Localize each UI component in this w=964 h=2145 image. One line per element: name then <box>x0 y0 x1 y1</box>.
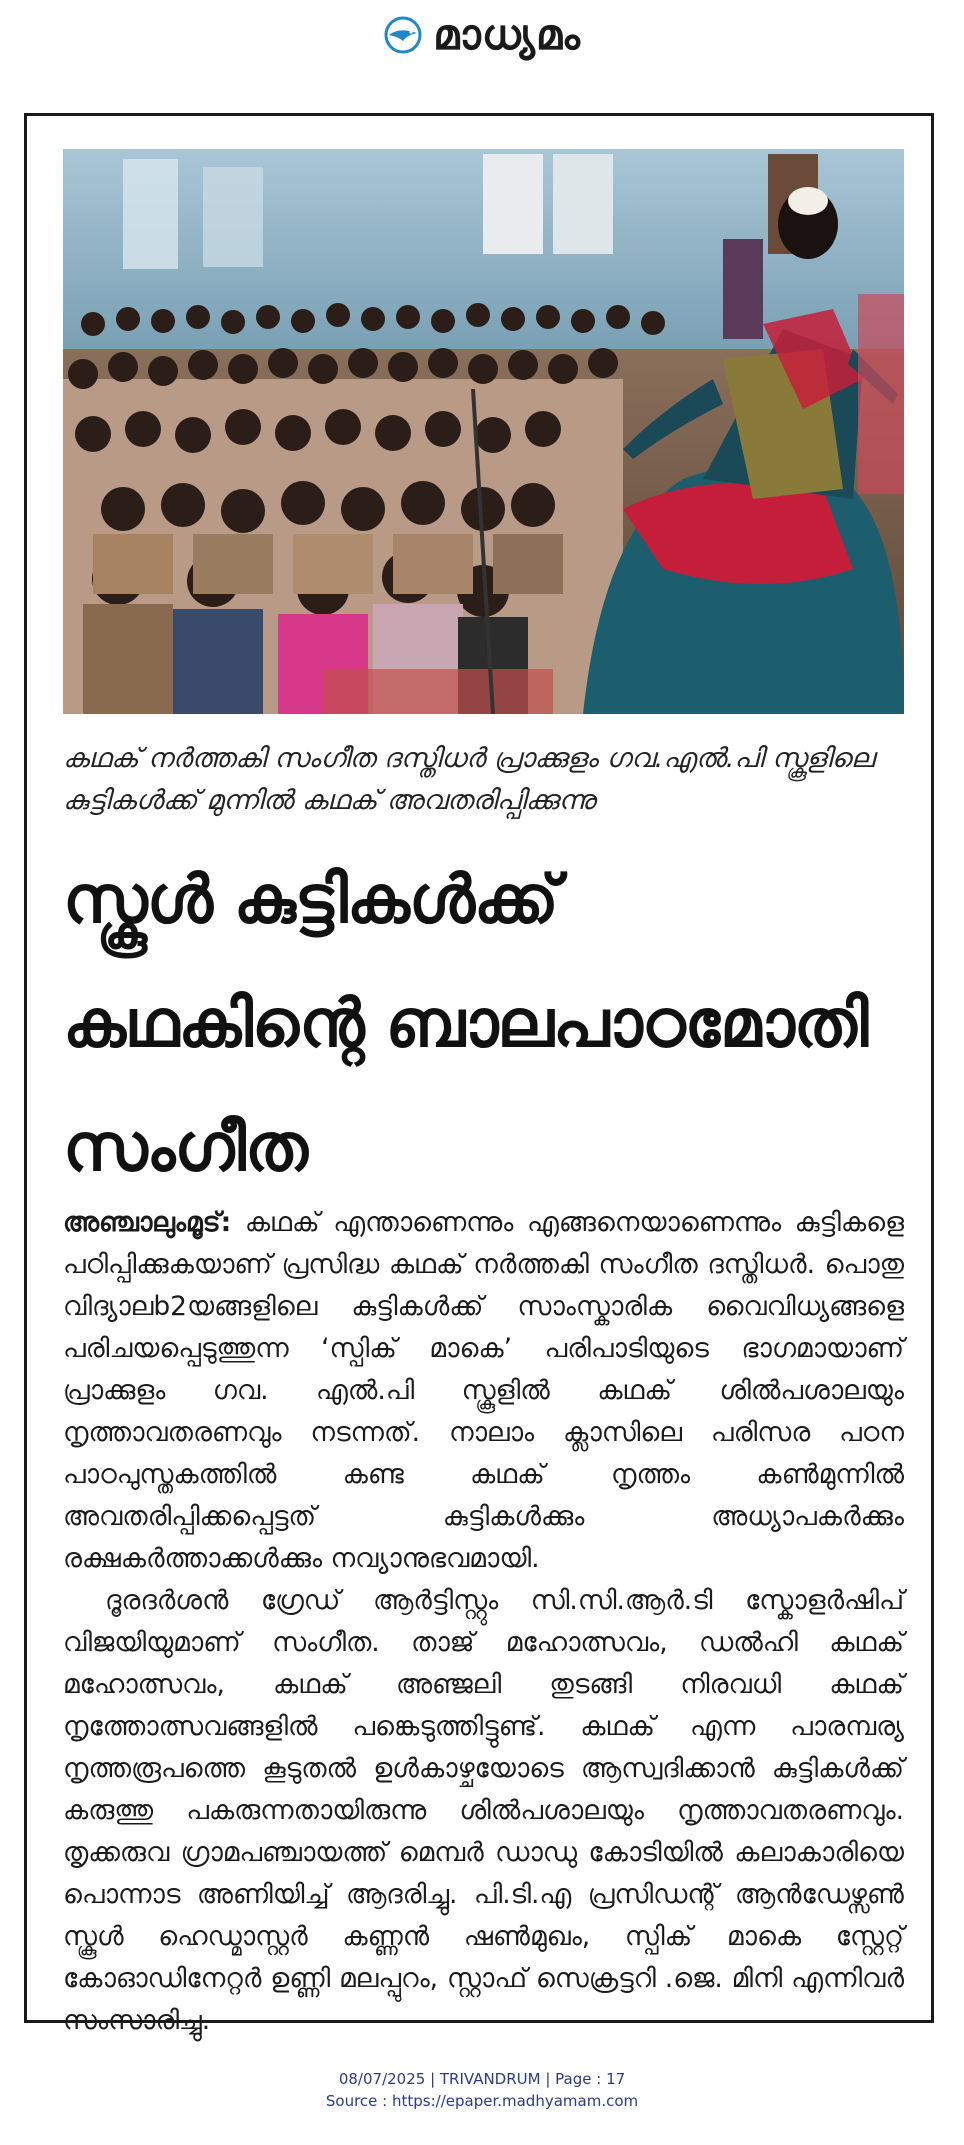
photo-dance-performance <box>63 149 904 714</box>
page-footer <box>0 2068 964 2112</box>
paragraph-1-text: കഥക് എന്താണെന്നും എങ്ങനെയാണെന്നും കുട്ടികളെ പഠിപ്പിക്കുകയാണ് പ്രസിദ്ധ കഥക് നർത്തകി സംഗീത ദസ്തിധർ. പൊതു വിദ്യാലb2യങ്ങളിലെ കുട്ടികൾക്ക് സാംസ്കാരിക വൈവിധ്യങ്ങളെ പരിചയപ്പെടുത്തുന്ന ‘സ്പിക് മാകെ’ പരിപാടിയുടെ ഭാഗമായാണ് പ്രാക്കുളം ഗവ. എൽ.പി സ്കൂളിൽ കഥക് ശിൽപശാലയും നൃത്താവതരണവും നടന്നത്. നാലാം ക്ലാസിലെ പരിസര പഠന പാഠപുസ്തകത്തിൽ കണ്ട കഥക് നൃത്തം കൺമുന്നിൽ അവതരിപ്പിക്കപ്പെട്ടത് കുട്ടികൾക്കും അധ്യാപകർക്കും രക്ഷകർത്താക്കൾക്കും നവ്യാനുഭവമായി. <box>63 1207 904 1574</box>
masthead <box>0 0 964 70</box>
article-photo <box>63 149 904 714</box>
paragraph-2: ദൂരദർശൻ ഗ്രേഡ് ആർട്ടിസ്റ്റും സി.സി.ആർ.ടി സ്കോളർഷിപ് വിജയിയുമാണ് സംഗീത. താജ് മഹോത്സവം, ഡൽഹി കഥക് മഹോത്സവം, കഥക് അഞ്ജലി തുടങ്ങി നിരവധി കഥക് നൃത്തോത്സവങ്ങളിൽ പങ്കെടുത്തിട്ടുണ്ട്. കഥക് എന്ന പാരമ്പര്യ നൃത്തരൂപത്തെ കൂടുതൽ ഉൾകാഴ്ചയോടെ ആസ്വദിക്കാൻ കുട്ടികൾക്ക് കരുത്തു പകരുന്നതായിരുന്നു ശിൽപശാലയും നൃത്താവതരണവും. തൃക്കരുവ ഗ്രാമപഞ്ചായത്ത് മെമ്പർ ഡാഡു കോടിയിൽ കലാകാരിയെ പൊന്നാട അണിയിച്ച് ആദരിച്ചു. പി.ടി.എ പ്രസിഡന്റ് ആൻഡേഴ്സൺ സ്കൂൾ ഹെഡ്മാസ്റ്റർ കണ്ണൻ ഷൺമുഖം, സ്പിക് മാകെ സ്റ്റേറ്റ് കോഓഡിനേറ്റർ ഉണ്ണി മലപ്പുറം, സ്റ്റാഫ് സെക്രട്ടറി .ജെ. മിനി എന്നിവർ സംസാരിച്ചു. <box>63 1585 904 2036</box>
dateline: അഞ്ചാലുംമൂട്: <box>63 1207 232 1238</box>
photo-caption: കഥക് നർത്തകി സംഗീത ദസ്തിധർ പ്രാക്കുളം ഗവ.എൽ.പി സ്കൂളിലെ കുട്ടികൾക്ക് മുന്നിൽ കഥക് അവതരിപ്പിക്കുന്നു <box>63 743 875 816</box>
headline-line-2: കഥകിന്റെ ബാലപാഠമോതി <box>63 985 868 1062</box>
masthead-title[interactable]: മാധ്യമം <box>433 10 581 59</box>
article-body <box>63 1202 904 2042</box>
footer-edition-info: 08/07/2025 | TRIVANDRUM | Page : 17 <box>338 2070 626 2088</box>
dove-logo-icon <box>383 15 423 55</box>
article-headline <box>63 838 913 1210</box>
footer-source-link[interactable]: Source : https://epaper.madhyamam.com <box>325 2092 639 2110</box>
news-clipping <box>24 113 934 2036</box>
paragraph-1 <box>63 1202 904 1580</box>
headline-line-3: സംഗീത <box>63 1109 307 1186</box>
headline-line-1: സ്കൂൾ കുട്ടികൾക്ക് <box>63 861 558 938</box>
